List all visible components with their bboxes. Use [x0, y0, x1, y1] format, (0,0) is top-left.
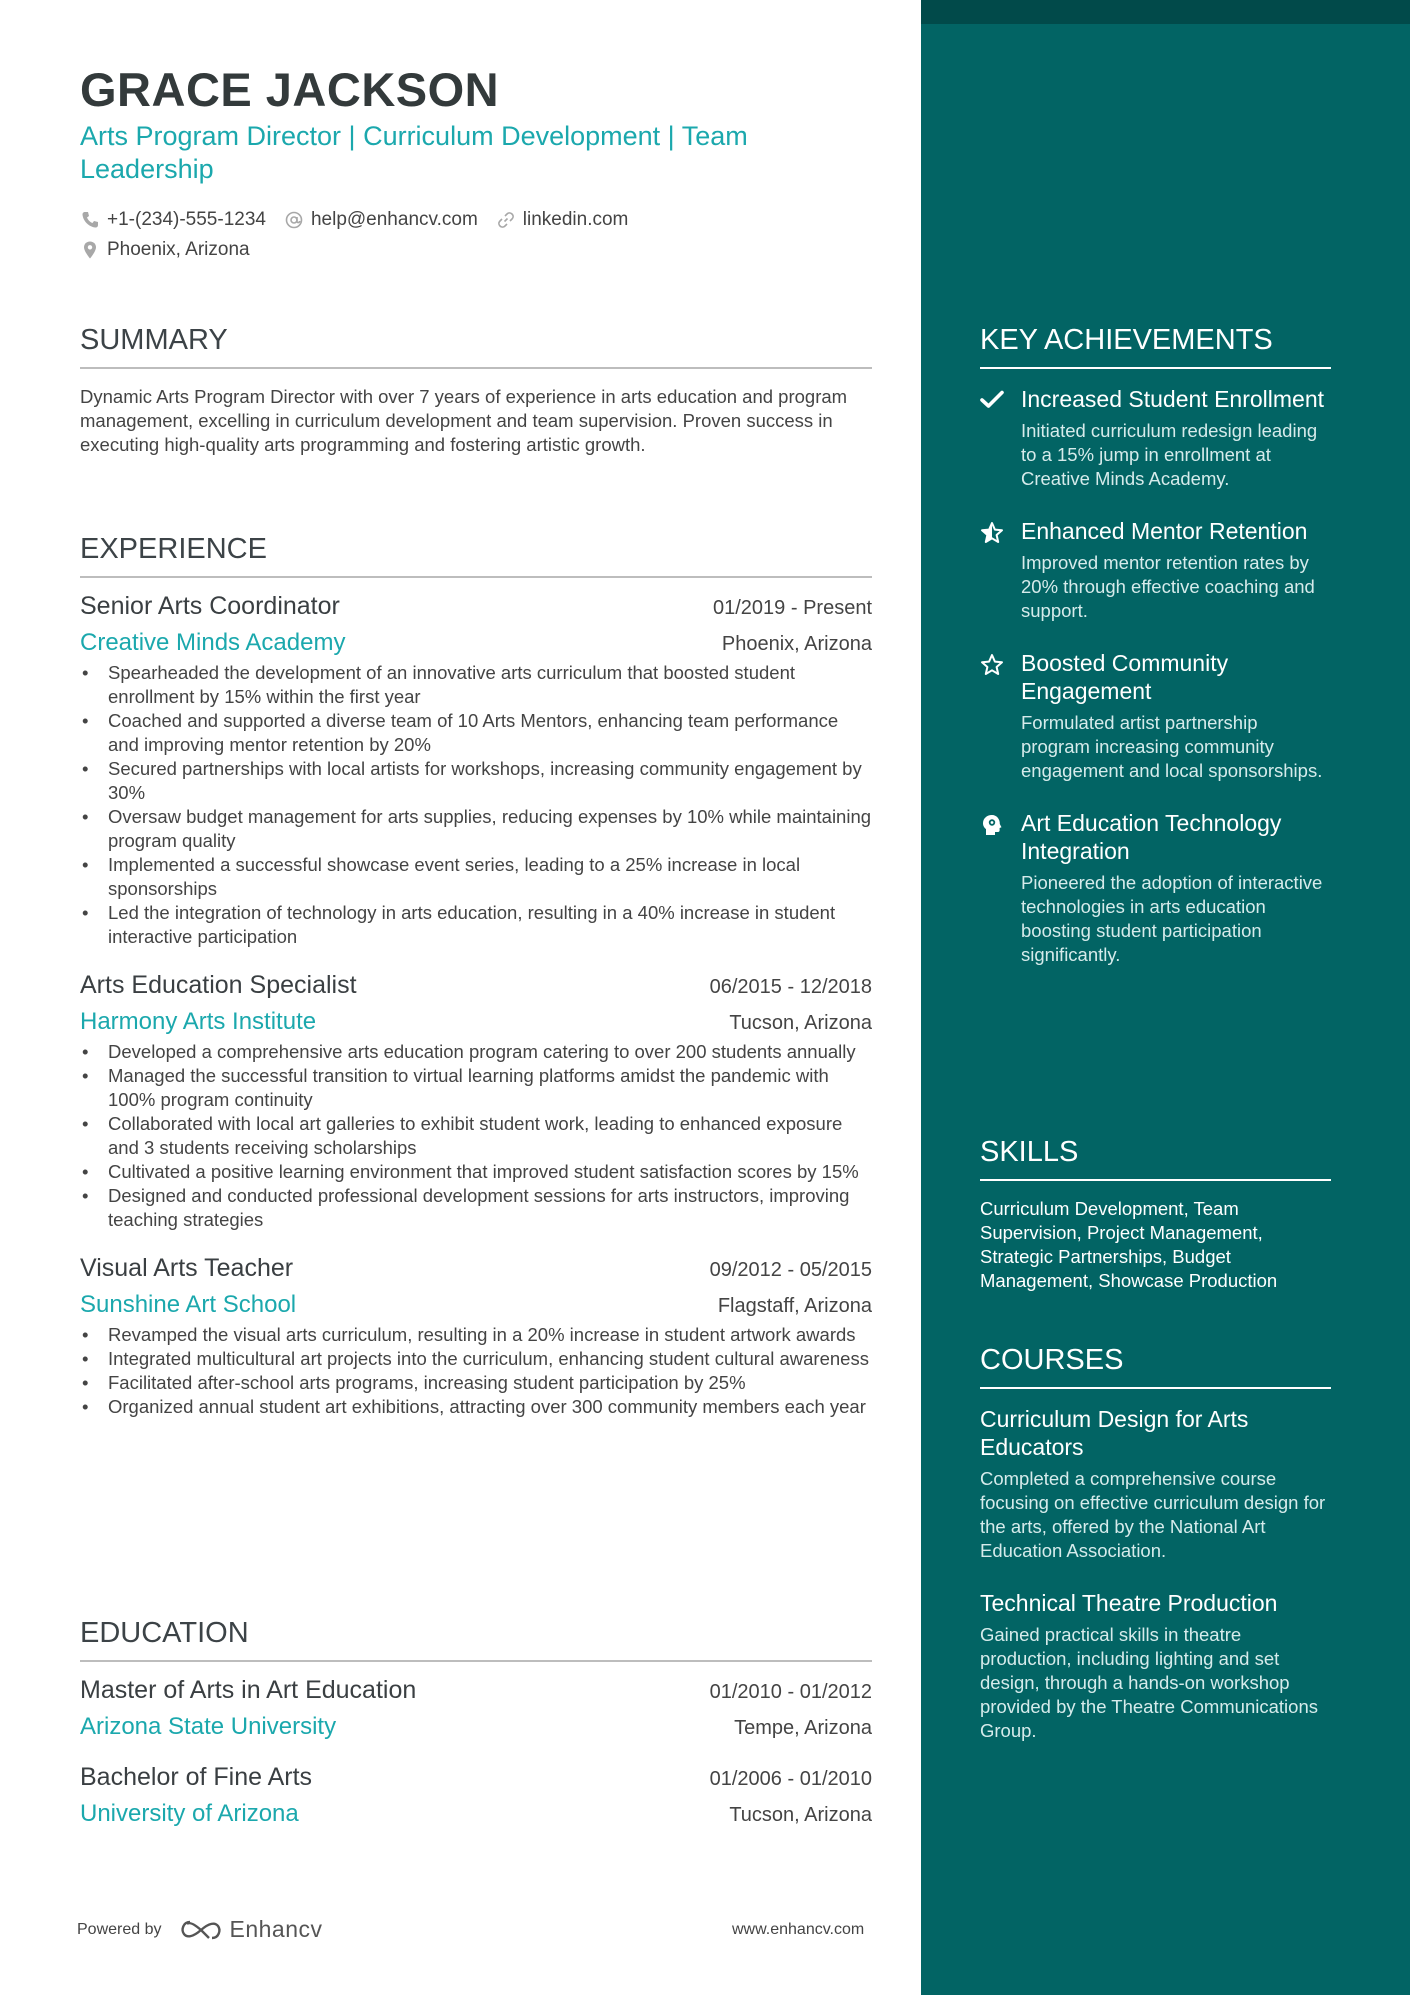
location-text: Phoenix, Arizona [107, 239, 250, 260]
head-idea-icon [980, 813, 1004, 837]
job-company: Sunshine Art School [80, 1291, 297, 1318]
experience-heading: EXPERIENCE [80, 533, 872, 578]
job-bullet: • Spearheaded the development of an innovative arts curriculum that boosted student enrollment by 15% within the first year [108, 661, 872, 709]
education-entry [80, 1676, 872, 1741]
link-icon [496, 210, 516, 230]
education-section [80, 1617, 872, 1828]
achievement-item [980, 517, 1331, 623]
school-location: Tempe, Arizona [734, 1717, 872, 1739]
phone-contact[interactable] [80, 209, 266, 231]
job-entry [80, 592, 872, 949]
degree-title: Master of Arts in Art Education [80, 1676, 417, 1704]
infinity-logo-icon [178, 1917, 224, 1943]
school-location: Tucson, Arizona [729, 1804, 872, 1826]
brand-logo[interactable] [178, 1916, 323, 1943]
brand-name: Enhancv [229, 1916, 323, 1942]
achievement-title: Boosted Community Engagement [1021, 650, 1229, 704]
at-sign-icon [284, 210, 304, 230]
achievement-item [980, 809, 1331, 967]
achievement-description: Improved mentor retention rates by 20% through effective coaching and support. [1021, 552, 1315, 621]
achievement-item [980, 649, 1331, 783]
education-entry [80, 1763, 872, 1828]
school-name: University of Arizona [80, 1800, 299, 1827]
school-name: Arizona State University [80, 1713, 337, 1740]
job-dates: 06/2015 - 12/2018 [709, 976, 872, 998]
education-dates: 01/2006 - 01/2010 [709, 1768, 872, 1790]
website-link: linkedin.com [522, 209, 629, 230]
achievements-heading: KEY ACHIEVEMENTS [980, 324, 1331, 369]
job-bullet: • Oversaw budget management for arts supplies, reducing expenses by 10% while maintaining program quality [108, 805, 872, 853]
phone-icon [80, 210, 100, 230]
experience-section [80, 533, 872, 1419]
job-bullet: • Collaborated with local art galleries to exhibit student work, leading to enhanced exposure and 3 students receiving scholarships [108, 1112, 872, 1160]
skills-section [980, 1136, 1331, 1293]
job-bullet: • Organized annual student art exhibitions, attracting over 300 community members each year [108, 1395, 872, 1419]
achievement-description: Formulated artist partnership program increasing community engagement and local sponsorships. [1021, 712, 1323, 781]
job-bullet: • Secured partnerships with local artists for workshops, increasing community engagement by 30% [108, 757, 872, 805]
job-company: Creative Minds Academy [80, 629, 346, 656]
star-outline-icon [980, 653, 1004, 677]
achievement-description: Initiated curriculum redesign leading to a 15% jump in enrollment at Creative Minds Academy. [1021, 420, 1318, 489]
contact-info [80, 205, 840, 265]
summary-section [80, 324, 872, 457]
job-location: Tucson, Arizona [729, 1012, 872, 1034]
summary-text: Dynamic Arts Program Director with over 7 years of experience in arts education and program management, excelling in curriculum development and team supervision. Proven success in executing high-quality arts programming and fostering artistic growth. [80, 386, 848, 455]
education-dates: 01/2010 - 01/2012 [709, 1681, 872, 1703]
degree-title: Bachelor of Fine Arts [80, 1763, 313, 1791]
job-bullet: • Implemented a successful showcase event series, leading to a 25% increase in local sponsorships [108, 853, 872, 901]
courses-section [980, 1344, 1331, 1743]
course-description: Gained practical skills in theatre production, including lighting and set design, through a hands-on workshop provided by the Theatre Communications Group. [980, 1624, 1318, 1741]
website-contact[interactable] [496, 209, 629, 231]
job-bullet: • Cultivated a positive learning environment that improved student satisfaction scores by 15% [108, 1160, 872, 1184]
job-location: Flagstaff, Arizona [717, 1295, 872, 1317]
job-bullets [80, 1323, 872, 1419]
job-bullet: • Led the integration of technology in arts education, resulting in a 40% increase in student interactive participation [108, 901, 872, 949]
job-dates: 09/2012 - 05/2015 [709, 1259, 872, 1281]
achievement-title: Enhanced Mentor Retention [1021, 518, 1308, 544]
job-location: Phoenix, Arizona [721, 633, 872, 655]
email-address: help@enhancv.com [310, 209, 478, 230]
skills-heading: SKILLS [980, 1136, 1331, 1181]
achievement-item [980, 385, 1331, 491]
course-item [980, 1589, 1331, 1743]
courses-heading: COURSES [980, 1344, 1331, 1389]
achievement-title: Art Education Technology Integration [1021, 810, 1282, 864]
job-entry [80, 1254, 872, 1419]
job-title: Arts Education Specialist [80, 971, 357, 999]
course-item [980, 1405, 1331, 1563]
location-contact [80, 239, 250, 261]
job-bullet: • Revamped the visual arts curriculum, resulting in a 20% increase in student artwork awards [108, 1323, 872, 1347]
job-bullet: • Designed and conducted professional development sessions for arts instructors, improving teaching strategies [108, 1184, 872, 1232]
job-title: Senior Arts Coordinator [80, 592, 340, 620]
checkmark-icon [980, 389, 1004, 411]
education-heading: EDUCATION [80, 1617, 872, 1662]
job-bullets [80, 1040, 872, 1232]
job-bullet: • Managed the successful transition to virtual learning platforms amidst the pandemic with 100% program continuity [108, 1064, 872, 1112]
location-pin-icon [80, 240, 100, 260]
candidate-headline: Arts Program Director | Curriculum Development | Team Leadership [80, 121, 748, 184]
half-star-icon [980, 521, 1004, 545]
job-bullet: • Facilitated after-school arts programs, increasing student participation by 25% [108, 1371, 872, 1395]
email-contact[interactable] [284, 209, 478, 231]
phone-number: +1-(234)-555-1234 [107, 209, 266, 230]
skills-list: Curriculum Development, Team Supervision, Project Management, Strategic Partnerships, Budget Management, Showcase Production [980, 1198, 1278, 1291]
powered-by-label: Powered by [77, 1920, 162, 1938]
sidebar-top-bar [921, 0, 1410, 24]
course-title: Curriculum Design for Arts Educators [980, 1406, 1249, 1460]
job-entry [80, 971, 872, 1232]
summary-heading: SUMMARY [80, 324, 872, 369]
job-dates: 01/2019 - Present [713, 597, 872, 619]
achievement-title: Increased Student Enrollment [1021, 386, 1325, 412]
job-bullet: • Developed a comprehensive arts education program catering to over 200 students annually [108, 1040, 872, 1064]
footer-website[interactable]: www.enhancv.com [732, 1921, 865, 1938]
candidate-name: GRACE JACKSON [80, 63, 500, 116]
job-bullet: • Integrated multicultural art projects into the curriculum, enhancing student cultural awareness [108, 1347, 872, 1371]
course-description: Completed a comprehensive course focusing on effective curriculum design for the arts, offered by the National Art Education Association. [980, 1468, 1326, 1561]
achievements-section [980, 324, 1331, 967]
job-title: Visual Arts Teacher [80, 1254, 294, 1282]
job-company: Harmony Arts Institute [80, 1008, 317, 1035]
job-bullet: • Coached and supported a diverse team of 10 Arts Mentors, enhancing team performance and improving mentor retention by 20% [108, 709, 872, 757]
job-bullets [80, 661, 872, 949]
achievement-description: Pioneered the adoption of interactive technologies in arts education boosting student participation significantly. [1021, 872, 1323, 965]
footer-branding [77, 1916, 323, 1943]
course-title: Technical Theatre Production [980, 1590, 1278, 1616]
